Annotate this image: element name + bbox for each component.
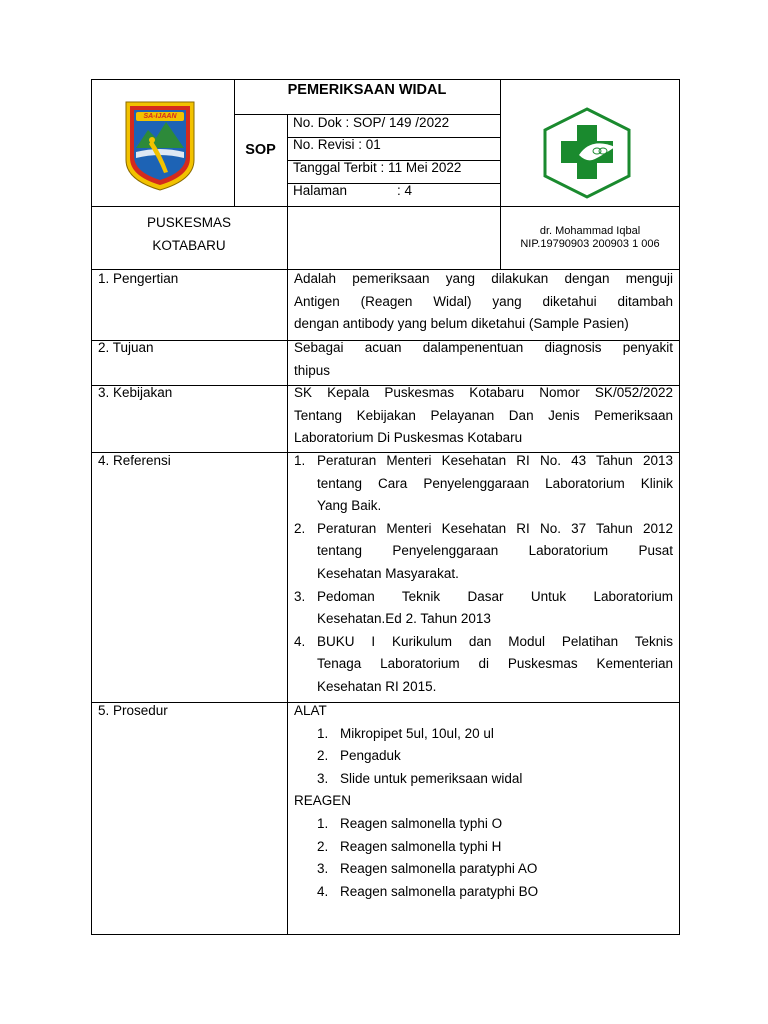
doc-number: No. Dok : SOP/ 149 /2022 [293,115,450,130]
prosedur-content [294,700,673,903]
text-line: Kesehatan Masyarakat. [317,565,459,581]
text-line: BUKU I Kurikulum dan Modul Pelatihan Teknis [317,633,673,649]
section-label-referensi: 4. Referensi [98,453,171,468]
text-line: Yang Baik. [317,498,382,514]
text-line: Pedoman Teknik Dasar Untuk Laboratorium [317,588,673,604]
text-line: dengan antibody yang belum diketahui (Sample Pasien) [294,316,629,332]
regional-emblem-logo [122,100,198,192]
section-label-pengertian: 1. Pengertian [98,271,179,286]
text-line: Reagen salmonella typhi H [340,838,502,854]
text-line: SK Kepala Puskesmas Kotabaru Nomor SK/052/2022 [294,385,673,400]
list-number: 1. [317,815,329,831]
pengertian-text [294,268,673,336]
text-line: Tenaga Laboratorium di Puskesmas Kementerian [317,656,673,672]
list-item [317,881,673,904]
page-count-label: Halaman [293,183,348,198]
list-number: 2. [317,748,329,764]
signer-nip: NIP.19790903 200903 1 006 [520,238,660,250]
list-item [294,631,673,699]
list-item [317,745,673,768]
text-line: Peraturan Menteri Kesehatan RI No. 43 Tahun 2013 [317,453,673,468]
list-item [294,450,673,518]
list-item [317,813,673,836]
text-line: Peraturan Menteri Kesehatan RI No. 37 Tahun 2012 [317,520,673,536]
list-number: 4. [317,883,329,899]
list-item [294,586,673,631]
org-name-line1: PUSKESMAS [146,215,232,230]
text-line: Adalah pemeriksaan yang dilakukan dengan menguji [294,271,673,286]
document-title: PEMERIKSAAN WIDAL [287,82,447,98]
list-item [317,768,673,791]
list-item [317,723,673,746]
org-name-line2: KOTABARU [152,238,226,253]
reagen-heading: REAGEN [294,793,352,809]
tujuan-text [294,337,673,382]
text-line: Pengaduk [340,748,401,764]
text-line: Reagen salmonella paratyphi BO [340,883,539,899]
text-line: Slide untuk pemeriksaan widal [340,770,523,786]
list-item [317,836,673,859]
list-number: 4. [294,633,306,649]
signer-name: dr. Mohammad Iqbal [539,225,641,237]
text-line: tentang Penyelenggaraan Laboratorium Pusat [317,543,673,559]
emblem-banner-text: SA-IJAAN [143,113,177,120]
list-number: 3. [317,770,329,786]
list-item [317,858,673,881]
section-label-prosedur: 5. Prosedur [98,703,168,718]
text-line: Reagen salmonella paratyphi AO [340,861,538,877]
list-item [294,518,673,586]
sop-label: SOP [245,142,276,158]
section-label-tujuan: 2. Tujuan [98,340,154,355]
list-number: 2. [317,838,329,854]
text-line: Sebagai acuan dalampenentuan diagnosis penyakit [294,340,673,355]
revision-number: No. Revisi : 01 [293,137,381,152]
list-number: 3. [317,861,329,877]
issue-date: Tanggal Terbit : 11 Mei 2022 [293,160,462,175]
text-line: Kesehatan.Ed 2. Tahun 2013 [317,611,491,627]
list-number: 2. [294,520,306,536]
list-number: 3. [294,588,306,604]
text-line: Reagen salmonella typhi O [340,815,503,831]
kebijakan-text [294,382,673,450]
text-line: Kesehatan RI 2015. [317,678,437,694]
list-number: 1. [317,725,329,741]
text-line: Laboratorium Di Puskesmas Kotabaru [294,430,523,446]
text-line: Mikropipet 5ul, 10ul, 20 ul [340,725,494,741]
section-label-kebijakan: 3. Kebijakan [98,385,173,400]
text-line: thipus [294,362,331,378]
puskesmas-logo [541,107,633,199]
text-line: tentang Cara Penyelenggaraan Laboratorium Klinik [317,475,673,491]
page-count-value: : 4 [397,183,413,198]
list-number: 1. [294,453,306,468]
text-line: Tentang Kebijakan Pelayanan Dan Jenis Pemeriksaan [294,407,673,423]
referensi-list [294,450,673,699]
alat-heading: ALAT [294,703,327,718]
text-line: Antigen (Reagen Widal) yang diketahui ditambah [294,293,673,309]
